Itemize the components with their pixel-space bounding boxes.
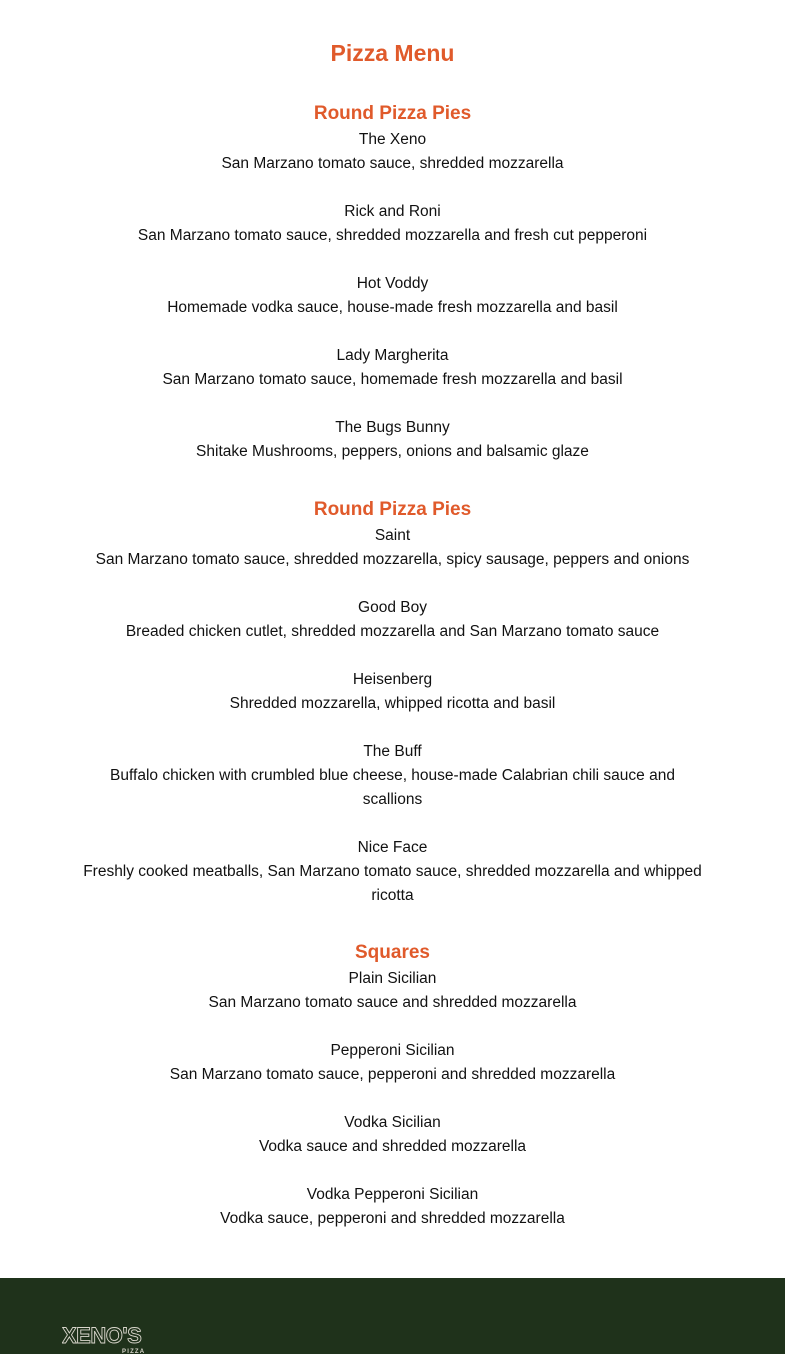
xenos-pizza-logo[interactable] — [62, 1324, 162, 1354]
item-name: Vodka Pepperoni Sicilian — [306, 1186, 479, 1203]
menu-item — [0, 1039, 785, 1087]
item-description: San Marzano tomato sauce, shredded mozzarella — [221, 155, 564, 172]
menu-section-round-pies-2 — [0, 498, 785, 908]
menu-item — [0, 200, 785, 248]
item-description: Vodka sauce and shredded mozzarella — [258, 1138, 527, 1155]
item-name: The Xeno — [358, 131, 427, 148]
page-title: Pizza Menu — [330, 40, 455, 66]
menu-item — [0, 836, 785, 908]
menu-section-round-pies-1 — [0, 102, 785, 464]
menu-item — [0, 524, 785, 572]
item-name: The Buff — [363, 743, 422, 760]
menu-item — [0, 416, 785, 464]
logo-subtext: PIZZA — [122, 1349, 146, 1354]
menu-item — [0, 740, 785, 812]
site-footer — [0, 1278, 785, 1354]
item-name: Rick and Roni — [344, 203, 441, 220]
item-description: Shredded mozzarella, whipped ricotta and basil — [229, 695, 556, 712]
item-description: Freshly cooked meatballs, San Marzano tomato sauce, shredded mozzarella and whipped ricotta — [83, 863, 702, 904]
menu-item — [0, 1111, 785, 1159]
item-description: San Marzano tomato sauce, homemade fresh mozzarella and basil — [162, 371, 623, 388]
item-description: San Marzano tomato sauce, shredded mozzarella, spicy sausage, peppers and onions — [95, 551, 690, 568]
item-description: Vodka sauce, pepperoni and shredded mozzarella — [220, 1210, 565, 1227]
item-name: Plain Sicilian — [348, 970, 437, 987]
item-name: The Bugs Bunny — [335, 419, 450, 436]
logo-wordmark: XENO'S — [62, 1324, 142, 1348]
item-name: Heisenberg — [352, 671, 433, 688]
item-description: San Marzano tomato sauce, shredded mozzarella and fresh cut pepperoni — [137, 227, 648, 244]
menu-item — [0, 344, 785, 392]
item-description: Breaded chicken cutlet, shredded mozzarella and San Marzano tomato sauce — [125, 623, 660, 640]
menu-item — [0, 668, 785, 716]
section-heading: Round Pizza Pies — [313, 103, 472, 124]
item-name: Pepperoni Sicilian — [330, 1042, 455, 1059]
item-description: Buffalo chicken with crumbled blue cheese, house-made Calabrian chili sauce and scallions — [110, 767, 675, 808]
section-heading: Round Pizza Pies — [313, 499, 472, 520]
item-name: Vodka Sicilian — [344, 1114, 441, 1131]
menu-item — [0, 1183, 785, 1231]
item-description: San Marzano tomato sauce, pepperoni and shredded mozzarella — [169, 1066, 616, 1083]
item-name: Nice Face — [357, 839, 428, 856]
item-name: Saint — [374, 527, 411, 544]
item-name: Lady Margherita — [336, 347, 449, 364]
item-description: Homemade vodka sauce, house-made fresh mozzarella and basil — [167, 299, 618, 316]
menu-item — [0, 272, 785, 320]
menu-item — [0, 128, 785, 176]
menu-item — [0, 967, 785, 1015]
item-description: San Marzano tomato sauce and shredded mozzarella — [208, 994, 577, 1011]
menu-item — [0, 596, 785, 644]
item-name: Good Boy — [358, 599, 427, 616]
section-heading: Squares — [355, 942, 430, 963]
item-description: Shitake Mushrooms, peppers, onions and balsamic glaze — [196, 443, 589, 460]
item-name: Hot Voddy — [356, 275, 429, 292]
menu-section-squares — [0, 941, 785, 1231]
